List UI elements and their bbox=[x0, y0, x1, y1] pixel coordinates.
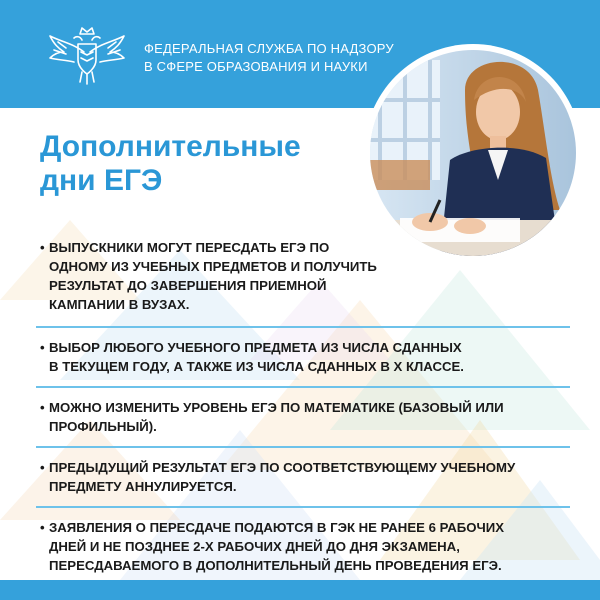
list-item bbox=[36, 388, 570, 448]
org-line-2: В СФЕРЕ ОБРАЗОВАНИЯ И НАУКИ bbox=[144, 59, 368, 74]
student-writing-photo bbox=[370, 50, 576, 256]
info-list bbox=[36, 232, 570, 575]
title-line-2: дни ЕГЭ bbox=[40, 164, 163, 197]
item-line: ПЕРЕСДАВАЕМОГО В ДОПОЛНИТЕЛЬНЫЙ ДЕНЬ ПРОВЕДЕНИЯ ЕГЭ. bbox=[49, 558, 502, 573]
list-item bbox=[36, 448, 570, 508]
page-title bbox=[40, 130, 301, 198]
list-item bbox=[36, 232, 570, 328]
item-line: • ВЫПУСКНИКИ МОГУТ ПЕРЕСДАТЬ ЕГЭ ПО bbox=[49, 240, 330, 255]
item-line: РЕЗУЛЬТАТ ДО ЗАВЕРШЕНИЯ ПРИЕМНОЙ bbox=[49, 278, 327, 293]
eagle-emblem-icon bbox=[44, 22, 130, 88]
item-line: • ПРЕДЫДУЩИЙ РЕЗУЛЬТАТ ЕГЭ ПО СООТВЕТСТВУЮЩЕМУ УЧЕБНОМУ bbox=[49, 460, 516, 475]
item-line: ДНЕЙ И НЕ ПОЗДНЕЕ 2-Х РАБОЧИХ ДНЕЙ ДО ДНЯ ЭКЗАМЕНА, bbox=[49, 539, 460, 554]
item-line: • ВЫБОР ЛЮБОГО УЧЕБНОГО ПРЕДМЕТА ИЗ ЧИСЛА СДАННЫХ bbox=[49, 340, 462, 355]
item-line: В ТЕКУЩЕМ ГОДУ, А ТАКЖЕ ИЗ ЧИСЛА СДАННЫХ В Х КЛАССЕ. bbox=[49, 359, 464, 374]
org-line-1: ФЕДЕРАЛЬНАЯ СЛУЖБА ПО НАДЗОРУ bbox=[144, 41, 394, 56]
organization-name bbox=[144, 40, 394, 76]
item-line: • МОЖНО ИЗМЕНИТЬ УРОВЕНЬ ЕГЭ ПО МАТЕМАТИКЕ (БАЗОВЫЙ ИЛИ bbox=[49, 400, 504, 415]
item-line: • ЗАЯВЛЕНИЯ О ПЕРЕСДАЧЕ ПОДАЮТСЯ В ГЭК НЕ РАНЕЕ 6 РАБОЧИХ bbox=[49, 520, 505, 535]
item-line: ПРЕДМЕТУ АННУЛИРУЕТСЯ. bbox=[49, 479, 237, 494]
title-line-1: Дополнительные bbox=[40, 130, 301, 163]
list-item bbox=[36, 508, 570, 575]
item-line: ПРОФИЛЬНЫЙ). bbox=[49, 419, 157, 434]
item-line: КАМПАНИИ В ВУЗАХ. bbox=[49, 297, 190, 312]
item-line: ОДНОМУ ИЗ УЧЕБНЫХ ПРЕДМЕТОВ И ПОЛУЧИТЬ bbox=[49, 259, 377, 274]
list-item bbox=[36, 328, 570, 388]
footer-bar bbox=[0, 580, 600, 600]
